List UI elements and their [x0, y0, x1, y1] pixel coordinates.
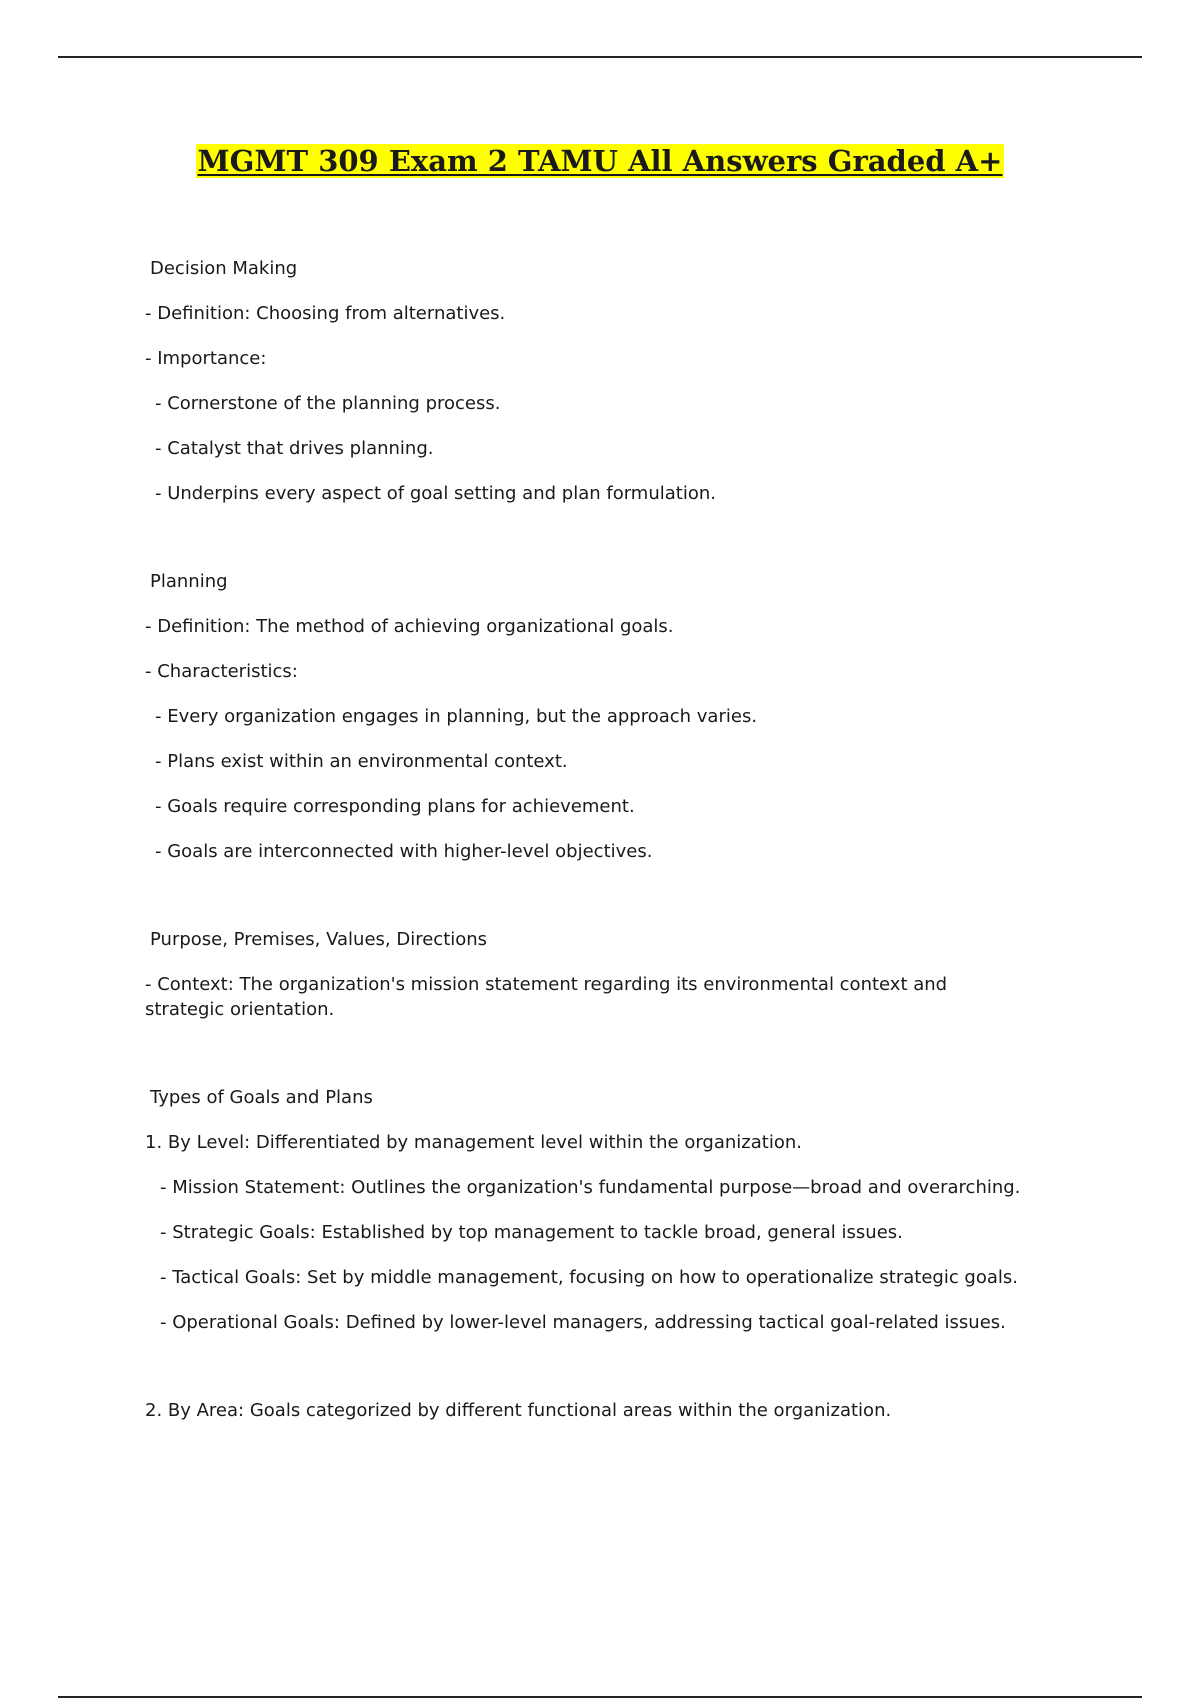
characteristics-label: - Characteristics: — [145, 661, 298, 682]
title-block — [0, 144, 1200, 178]
importance-label: - Importance: — [145, 348, 267, 369]
list-item: - Mission Statement: Outlines the organization's fundamental purpose—broad and overarching. — [160, 1177, 1021, 1198]
definition-line: - Definition: Choosing from alternatives. — [145, 303, 506, 324]
section-decision-making — [145, 256, 1045, 506]
section-heading: Purpose, Premises, Values, Directions — [150, 929, 488, 950]
section-heading: Planning — [150, 571, 228, 592]
section-purpose — [145, 927, 1045, 1022]
document-title: MGMT 309 Exam 2 TAMU All Answers Graded A+ — [197, 144, 1003, 178]
list-item: - Goals require corresponding plans for achievement. — [155, 796, 635, 817]
list-item: - Goals are interconnected with higher-level objectives. — [155, 841, 653, 862]
list-item: - Underpins every aspect of goal setting and plan formulation. — [155, 483, 716, 504]
section-types — [145, 1085, 1045, 1423]
document-body — [145, 256, 1045, 1443]
list-item: - Plans exist within an environmental context. — [155, 751, 568, 772]
section-spacer — [145, 864, 1045, 927]
list-item: - Tactical Goals: Set by middle management, focusing on how to operationalize strategic goals. — [160, 1267, 1019, 1288]
top-rule — [58, 56, 1142, 58]
list-item: - Operational Goals: Defined by lower-level managers, addressing tactical goal-related issues. — [160, 1312, 1006, 1333]
list-item: - Every organization engages in planning, but the approach varies. — [155, 706, 758, 727]
by-area-line: 2. By Area: Goals categorized by different functional areas within the organization. — [145, 1400, 892, 1421]
list-item: - Cornerstone of the planning process. — [155, 393, 501, 414]
list-item: - Catalyst that drives planning. — [155, 438, 434, 459]
bottom-rule — [58, 1696, 1142, 1698]
section-spacer — [145, 506, 1045, 569]
context-paragraph: - Context: The organization's mission statement regarding its environmental context and strategic orientation. — [145, 974, 948, 1020]
section-heading: Decision Making — [150, 258, 298, 279]
section-heading: Types of Goals and Plans — [150, 1087, 373, 1108]
definition-line: - Definition: The method of achieving organizational goals. — [145, 616, 674, 637]
section-planning — [145, 569, 1045, 864]
list-item: - Strategic Goals: Established by top management to tackle broad, general issues. — [160, 1222, 903, 1243]
section-spacer — [145, 1022, 1045, 1085]
by-level-line: 1. By Level: Differentiated by management level within the organization. — [145, 1132, 802, 1153]
section-spacer — [145, 1335, 1045, 1398]
